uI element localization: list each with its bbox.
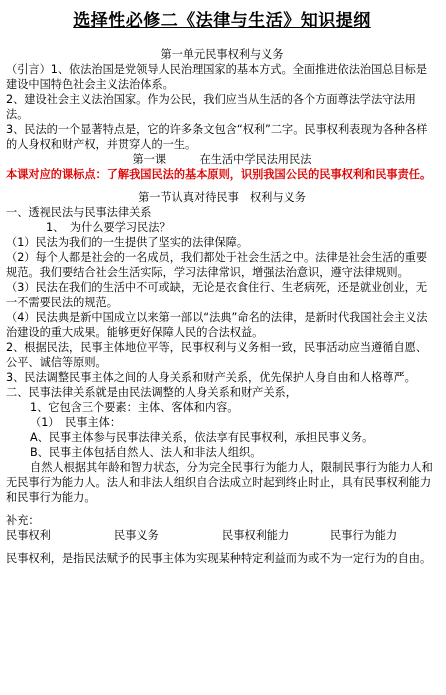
question-heading: 1、 为什么要学习民法？ — [46, 221, 171, 234]
section-title: 第一节认真对待民事 权利与义务 — [138, 191, 306, 204]
heading-two: 二、民事法律关系就是由民法调整的人身关系和财产关系， — [6, 386, 297, 399]
capacity-note: 自然人根据其年龄和智力状态，分为完全民事行为能力人，限制民事行为能力人和无民事行为能力人。法人和非法人组织自合法成立时起到终止时止，具有民事权利能力和民事行为能力。 — [6, 461, 433, 504]
document-title: 选择性必修二《法律与生活》知识提纲 — [73, 11, 371, 31]
intro-paragraph: 2、建设社会主义法治国家。作为公民，我们应当从生活的各个方面尊法学法守法用法。 — [6, 93, 416, 121]
heading-one: 一、透视民法与民事法律关系 — [6, 206, 152, 219]
point-item: 2、根据民法，民事主体地位平等，民事权利与义务相一致，民事活动应当遵循自愿、公平、诚信等原则。 — [6, 341, 428, 369]
document-page — [0, 10, 446, 695]
supplement-label: 补充： — [6, 514, 40, 527]
elements-line: 1、它包含三个要素：主体、客体和内容。 — [30, 401, 239, 414]
supplement-term: 民事权利能力 — [222, 529, 290, 542]
supplement-term: 民事权利 — [6, 529, 51, 542]
intro-paragraph: （引言）1、依法治国是党领导人民治理国家的基本方式。全面推进依法治国总目标是建设中国特色社会主义法治体系。 — [6, 63, 428, 91]
point-item: 3、民法调整民事主体之间的人身关系和财产关系，优先保护人身自由和人格尊严。 — [6, 371, 416, 384]
reason-item: （2）每个人都是社会的一名成员，我们都处于社会生活之中。法律是社会生活的重要规范。我们要结合社会生活实际，学习法律常识，增强法治意识，遵守法律规则。 — [6, 251, 428, 279]
supplement-terms — [6, 528, 438, 543]
lesson-title: 第一课 在生活中学民法用民法 — [132, 153, 312, 166]
unit-title: 第一单元民事权利与义务 — [160, 48, 284, 61]
subject-item: A、民事主体参与民事法律关系，依法享有民事权利，承担民事义务。 — [30, 431, 374, 444]
reason-item: （3）民法在我们的生活中不可或缺，无论是衣食住行、生老病死，还是就业创业，无一不需要民法的规范。 — [6, 281, 428, 309]
reason-item: （4）民法典是新中国成立以来第一部以“法典”命名的法律，是新时代我国社会主义法治建设的重大成果。能够更好保障人民的合法权益。 — [6, 311, 428, 339]
curriculum-standard: 本课对应的课标点：了解我国民法的基本原则，识别我国公民的民事权利和民事责任。 — [6, 168, 432, 181]
supplement-term: 民事义务 — [114, 529, 159, 542]
definition-paragraph: 民事权利，是指民法赋予的民事主体为实现某种特定利益而为或不为一定行为的自由。 — [6, 552, 432, 565]
subject-heading: （1） 民事主体： — [30, 416, 122, 429]
supplement-term: 民事行为能力 — [330, 529, 398, 542]
subject-item: B、民事主体包括自然人、法人和非法人组织。 — [30, 446, 262, 459]
reason-item: （1）民法为我们的一生提供了坚实的法律保障。 — [6, 236, 249, 249]
intro-paragraph: 3、民法的一个显著特点是，它的许多条文包含“权利”二字。民事权利表现为各种各样的人身权和财产权，并贯穿人的一生。 — [6, 123, 428, 151]
